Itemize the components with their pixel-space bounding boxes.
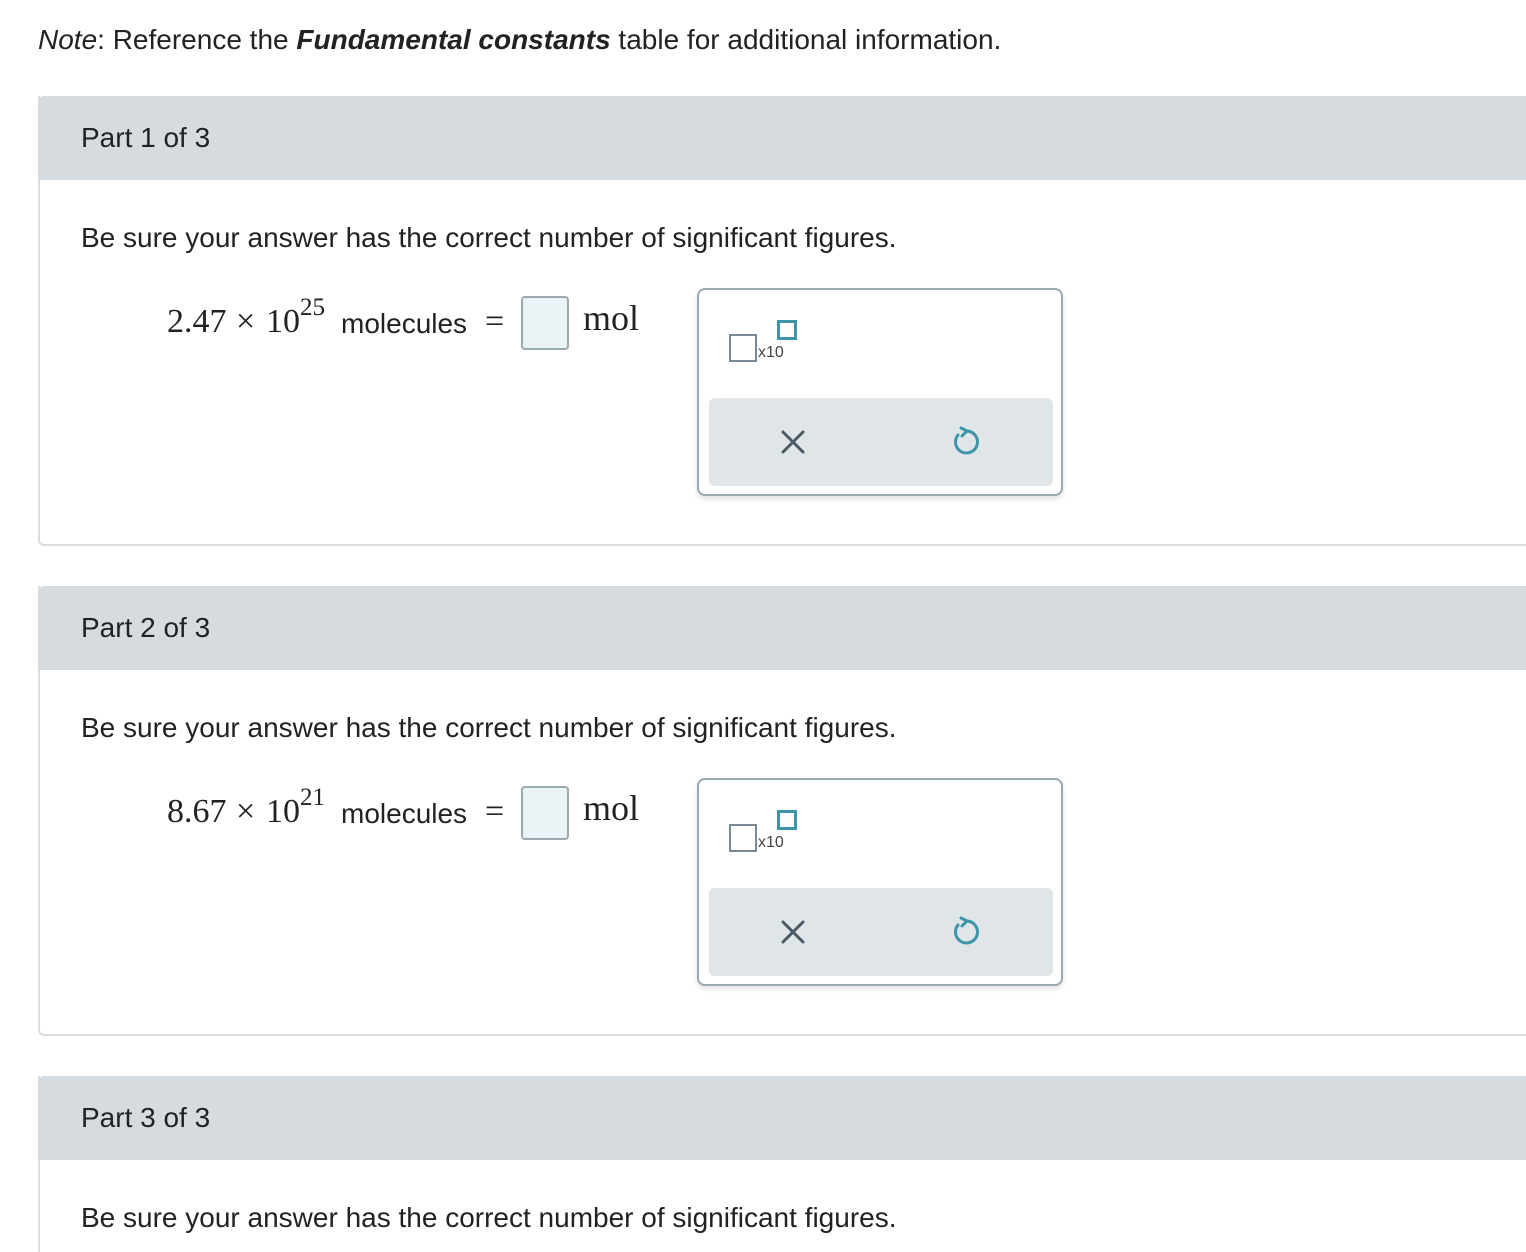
exponent: 25 [300, 294, 325, 321]
base: 10 [266, 793, 300, 830]
part-1-answer-tools [697, 288, 1063, 496]
note-text-before: : Reference the [97, 24, 297, 55]
note-label: Note [38, 24, 98, 55]
undo-button[interactable] [943, 420, 987, 464]
close-icon [771, 910, 815, 954]
times-sign: × [236, 303, 256, 340]
base: 10 [266, 303, 300, 340]
unit-label: mol [583, 298, 640, 338]
part-2-instruction: Be sure your answer has the correct number of significant figures. [81, 712, 897, 743]
part-3-header [38, 1076, 1526, 1160]
tool-actions-bar [709, 398, 1053, 486]
part-1-panel [38, 96, 1526, 546]
part-1-header [38, 96, 1526, 180]
exponent-box-icon [777, 810, 797, 830]
fundamental-constants-reference[interactable]: Fundamental constants [296, 24, 611, 55]
exponent: 21 [300, 784, 325, 811]
times-sign: × [236, 793, 256, 830]
undo-button[interactable] [943, 910, 987, 954]
clear-button[interactable] [771, 420, 815, 464]
part-2-header [38, 586, 1526, 670]
part-3-instruction: Be sure your answer has the correct number of significant figures. [81, 1202, 897, 1233]
undo-icon [943, 910, 987, 954]
scientific-notation-button[interactable] [729, 810, 801, 856]
quantity-label: molecules [341, 308, 468, 339]
answer-input[interactable] [521, 296, 569, 350]
part-3-panel [38, 1076, 1526, 1252]
clear-button[interactable] [771, 910, 815, 954]
undo-icon [943, 420, 987, 464]
part-3-title: Part 3 of 3 [81, 1102, 211, 1133]
coefficient: 2.47 [167, 303, 227, 340]
part-2-answer-tools [697, 778, 1063, 986]
quantity-label: molecules [341, 798, 468, 829]
note-text [38, 22, 1001, 58]
mantissa-box-icon [729, 824, 757, 852]
scientific-notation-button[interactable] [729, 320, 801, 366]
x10-label: x10 [758, 834, 784, 851]
part-1-title: Part 1 of 3 [81, 122, 211, 153]
x10-label: x10 [758, 344, 784, 361]
equals-sign: = [485, 793, 505, 830]
part-2-panel [38, 586, 1526, 1036]
equals-sign: = [485, 303, 505, 340]
mantissa-box-icon [729, 334, 757, 362]
unit-label: mol [583, 788, 640, 828]
tool-actions-bar [709, 888, 1053, 976]
answer-input[interactable] [521, 786, 569, 840]
exponent-box-icon [777, 320, 797, 340]
coefficient: 8.67 [167, 793, 227, 830]
close-icon [771, 420, 815, 464]
part-1-instruction: Be sure your answer has the correct number of significant figures. [81, 222, 897, 253]
part-2-title: Part 2 of 3 [81, 612, 211, 643]
note-text-after: table for additional information. [610, 24, 1002, 55]
